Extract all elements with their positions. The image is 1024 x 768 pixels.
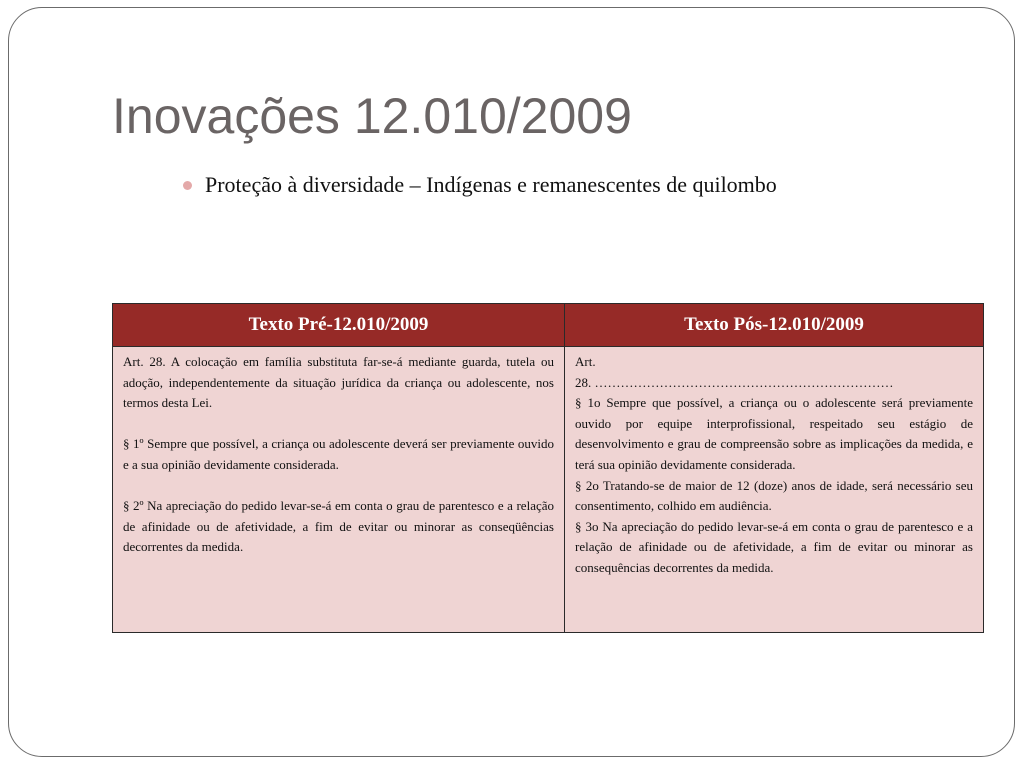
post-art-28: 28. …………………………………………………………… xyxy=(575,374,894,390)
table-row xyxy=(113,347,984,633)
post-paragraph-2: § 2o Tratando-se de maior de 12 (doze) anos de idade, será necessário seu consentimento, colhido em audiência. xyxy=(575,477,973,514)
header-post: Texto Pós-12.010/2009 xyxy=(565,304,984,347)
bullet-item xyxy=(183,171,777,199)
post-text-cell xyxy=(565,347,984,633)
comparison-table xyxy=(112,303,984,633)
post-art-label: Art. xyxy=(575,354,596,369)
pre-paragraph-1: § 1º Sempre que possível, a criança ou adolescente deverá ser previamente ouvido e a sua opinião devidamente considerada. xyxy=(123,436,554,472)
bullet-text: Proteção à diversidade – Indígenas e remanescentes de quilombo xyxy=(205,172,777,197)
pre-paragraph-2: § 2º Na apreciação do pedido levar-se-á em conta o grau de parentesco e a relação de afinidade ou de afetividade, a fim de evitar ou minorar as conseqüências decorrentes da medida. xyxy=(123,498,554,555)
bullet-dot-icon xyxy=(183,181,192,190)
pre-art-28: Art. 28. A colocação em família substituta far-se-á mediante guarda, tutela ou adoção, independentemente da situação jurídica da criança ou adolescente, nos termos desta Lei. xyxy=(123,354,554,411)
post-paragraph-1: § 1o Sempre que possível, a criança ou o adolescente será previamente ouvido por equipe interprofissional, respeitado seu estágio de desenvolvimento e grau de compreensão sobre as implicações da medida, e terá sua opinião devidamente considerada. xyxy=(575,395,973,472)
pre-text-cell xyxy=(113,347,565,633)
post-paragraph-3: § 3o Na apreciação do pedido levar-se-á em conta o grau de parentesco e a relação de afinidade ou de afetividade, a fim de evitar ou minorar as consequências decorrentes da medida. xyxy=(575,518,973,575)
header-pre: Texto Pré-12.010/2009 xyxy=(113,304,565,347)
slide-title: Inovações 12.010/2009 xyxy=(112,88,632,144)
table-header-row xyxy=(113,304,984,347)
